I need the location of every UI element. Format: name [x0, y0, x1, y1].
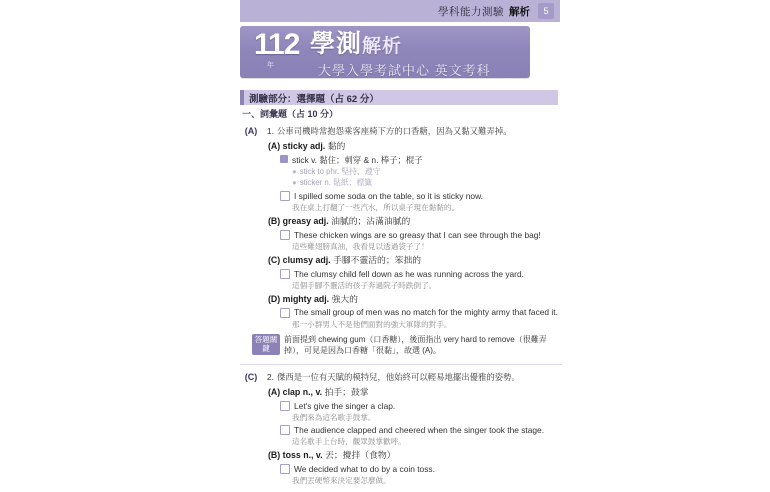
title-banner: [240, 26, 530, 78]
header-title: 學科能力測驗: [438, 5, 504, 18]
answer-tip-label: 答題關鍵: [252, 334, 280, 356]
square-bullet-icon: [280, 155, 288, 163]
option-word: clumsy: [282, 254, 313, 265]
question-number: 1.: [266, 126, 274, 137]
sentence-translation: 這名歌手上台時，觀眾鼓掌歡呼。: [292, 436, 406, 446]
sentence-translation: 這些雞翅膀真油，我看見以透過袋子了！: [292, 241, 429, 251]
option-gloss: 拍手；鼓掌: [324, 386, 369, 397]
option-pos: n., v.: [303, 449, 323, 460]
banner-year-number: 112: [254, 28, 300, 61]
banner-main-text: 學測: [310, 30, 363, 58]
option-word: clap: [282, 386, 301, 397]
section-divider: [240, 364, 562, 365]
option-block: [268, 254, 562, 291]
lexical-entry-text: stick v. 黏住；刺穿 & n. 棒子；棍子: [292, 154, 423, 165]
option-gloss: 手腳不靈活的；笨拙的: [333, 254, 422, 265]
answer-tip-text: 前面提到 chewing gum（口香糖），後面指出 very hard to remove（很難弄掉），可見是因為口香糖「很黏」，故選 (A)。: [284, 334, 547, 356]
option-pos: adj.: [313, 293, 330, 304]
sub-lexical-text: sticker n. 貼紙；標籤: [299, 178, 373, 188]
question-block: [240, 371, 562, 486]
example-sentence: These chicken wings are so greasy that I can see through the bag!: [294, 229, 541, 240]
banner-year-label: 年: [267, 62, 274, 69]
option-label: (D): [268, 293, 281, 304]
option-headword: [268, 449, 562, 462]
example-sentence: The clumsy child fell down as he was running across the yard.: [294, 268, 524, 279]
header-subtitle: 解析: [509, 5, 530, 18]
example-sentence-row: [280, 268, 562, 280]
option-word: mighty: [282, 293, 312, 304]
answer-key: (C): [244, 371, 258, 382]
example-sentence: The small group of men was no match for the mighty army that faced it.: [294, 307, 558, 318]
hollow-square-bullet-icon: [280, 230, 290, 240]
question-stem: 傑西是一位有天賦的模特兒，他始終可以輕易地擺出優雅的姿勢。: [277, 371, 520, 382]
page-number-badge: 5: [538, 3, 554, 19]
option-gloss: 丟；攪拌（食物）: [325, 449, 396, 460]
example-sentence: We decided what to do by a coin toss.: [294, 463, 435, 474]
example-sentence-row: [280, 424, 562, 436]
option-pos: n., v.: [302, 386, 323, 397]
banner-org: 大學入學考試中心 英文考科: [318, 63, 491, 78]
option-gloss: 強大的: [331, 293, 358, 304]
option-label: (C): [268, 254, 281, 265]
option-headword: [268, 293, 562, 306]
question-stem: 公車司機時常抱怨乘客座椅下方的口香糖，因為又黏又難弄掉。: [277, 126, 512, 137]
option-block: [268, 449, 562, 486]
option-headword: [268, 215, 562, 228]
example-sentence-row: [280, 400, 562, 412]
banner-main-sub: 解析: [362, 36, 403, 57]
option-word: sticky: [282, 141, 308, 152]
lexical-entry: [280, 154, 562, 166]
option-gloss: 黏的: [327, 141, 346, 152]
sentence-translation: 這個手腳不靈活的孩子奔過院子時跌倒了。: [292, 280, 437, 290]
hollow-square-bullet-icon: [280, 191, 290, 201]
sentence-translation: 我們來為這名歌手鼓掌。: [292, 412, 376, 422]
option-headword: [268, 140, 562, 153]
question-block: [240, 125, 562, 357]
sub-lexical-entry: [292, 166, 562, 177]
option-block: [268, 215, 562, 252]
sentence-translation: 我在桌上打翻了一些汽水，所以桌子現在黏黏的。: [292, 202, 460, 212]
question-number: 2.: [266, 371, 274, 382]
answer-key: (A): [244, 126, 258, 137]
option-label: (B): [268, 215, 281, 226]
header-bar: [240, 0, 560, 22]
example-sentence-row: [280, 229, 562, 241]
option-pos: adj.: [315, 254, 331, 265]
option-label: (B): [268, 449, 281, 460]
option-gloss: 油膩的；沾滿油膩的: [331, 215, 411, 226]
example-sentence: I spilled some soda on the table, so it is sticky now.: [294, 190, 483, 201]
option-word: toss: [282, 449, 301, 460]
option-pos: adj.: [313, 215, 329, 226]
hollow-square-bullet-icon: [280, 401, 290, 411]
sub-lexical-text: stick to phr. 堅持、遵守: [299, 167, 381, 177]
option-label: (A): [268, 141, 281, 152]
option-block: [268, 293, 562, 330]
hollow-square-bullet-icon: [280, 464, 290, 474]
example-sentence-row: [280, 306, 562, 318]
dot-bullet-icon: ●: [292, 167, 297, 177]
option-headword: [268, 386, 562, 399]
section-bar: 測驗部分：選擇題（占 62 分）: [240, 90, 558, 105]
sub-lexical-entry: [292, 177, 562, 188]
question-header: [240, 371, 562, 384]
option-block: [268, 140, 562, 213]
dot-bullet-icon: ●: [292, 178, 297, 188]
sentence-translation: 我們丟硬幣來決定要怎麼做。: [292, 475, 391, 485]
option-word: greasy: [282, 215, 312, 226]
option-pos: adj.: [310, 141, 326, 152]
hollow-square-bullet-icon: [280, 308, 290, 318]
option-label: (A): [268, 386, 281, 397]
hollow-square-bullet-icon: [280, 425, 290, 435]
hollow-square-bullet-icon: [280, 269, 290, 279]
subsection-heading: 一、詞彙題（占 10 分）: [242, 109, 339, 119]
example-sentence-row: [280, 463, 562, 475]
option-headword: [268, 254, 562, 267]
question-header: [240, 125, 562, 138]
example-sentence-row: [280, 190, 562, 202]
banner-main-title: [310, 31, 402, 59]
sentence-translation: 那一小群男人不是他們面對的強大軍隊的對手。: [292, 319, 452, 329]
answer-tip-box: [252, 334, 562, 357]
document-body: [240, 108, 562, 492]
example-sentence: The audience clapped and cheered when the singer took the stage.: [294, 424, 545, 435]
example-sentence: Let's give the singer a clap.: [294, 400, 396, 411]
option-block: [268, 386, 562, 447]
